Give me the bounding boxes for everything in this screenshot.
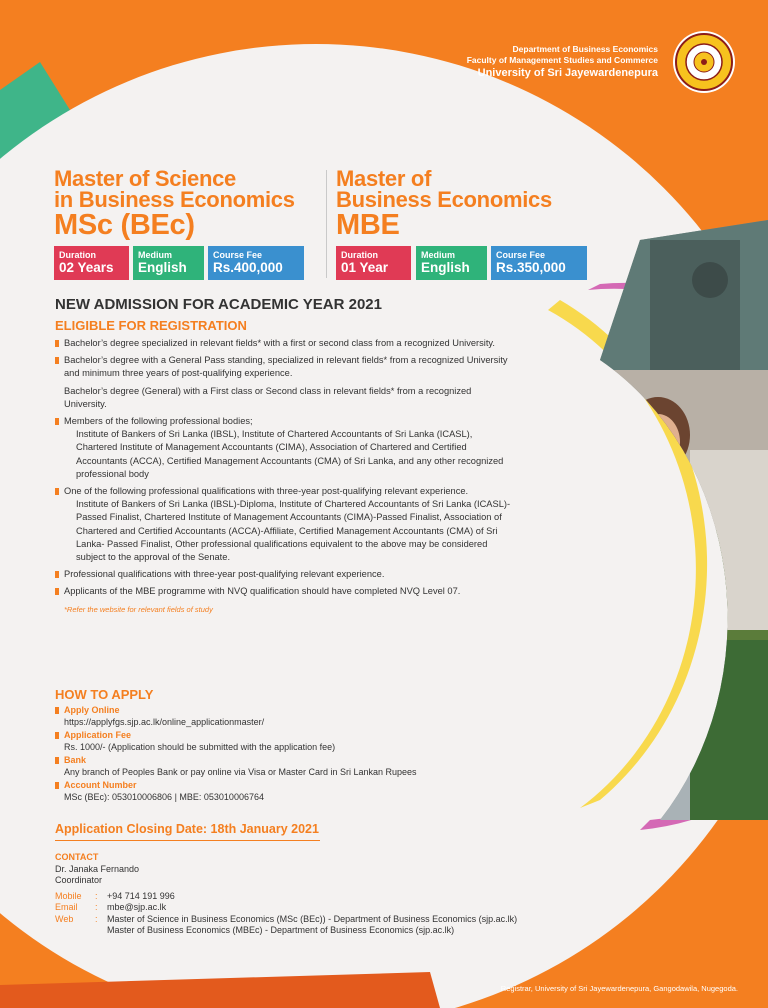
program-msc-short-name: MSc (BEc): [54, 209, 195, 241]
contact-web-row-2: [55, 925, 517, 937]
program-msc-title-line2: in Business Economics: [54, 187, 295, 212]
web-label: Web: [55, 913, 74, 924]
msc-fee-box: [208, 246, 304, 280]
eligibility-item: Bachelor’s degree specialized in relevant fields* with a first or second class from a recognized University.: [55, 337, 515, 350]
program-msc-title-line1: Master of Science: [54, 166, 236, 191]
msc-duration-box: [54, 246, 129, 280]
mbe-duration-label: Duration: [341, 250, 378, 260]
eligibility-note: *Refer the website for relevant fields of study: [64, 604, 213, 614]
mobile-value[interactable]: +94 714 191 996: [107, 890, 175, 901]
web-link-1[interactable]: Master of Science in Business Economics (MSc (BEc)) - Department of Business Economics (sjp.ac.lk): [107, 913, 518, 924]
bank-label: Bank: [55, 755, 515, 766]
msc-duration-value: 02 Years: [59, 260, 114, 275]
apply-online-link[interactable]: https://applyfgs.sjp.ac.lk/online_applicationmaster/: [64, 717, 265, 727]
apply-online-label: Apply Online: [55, 705, 515, 716]
eligibility-item: [55, 354, 515, 411]
program-mbe-title-line1: Master of: [336, 166, 432, 191]
contact-email-row: [55, 902, 517, 914]
msc-fee-value: Rs.400,000: [213, 260, 283, 275]
application-fee-label: Application Fee: [55, 730, 515, 741]
department-name: Department of Business Economics: [512, 44, 658, 54]
bank-value: Any branch of Peoples Bank or pay online via Visa or Master Card in Sri Lankan Rupees: [64, 767, 417, 777]
email-value[interactable]: mbe@sjp.ac.lk: [107, 902, 167, 912]
mbe-fee-label: Course Fee: [496, 250, 546, 260]
program-divider: [326, 170, 327, 278]
contact-section: [55, 852, 517, 937]
eligibility-item-text: Bachelor’s degree with a General Pass standing, specialized in relevant fields* from a recognized University and minimum three years of post-qualifying experience.: [64, 355, 508, 379]
account-number-label: Account Number: [55, 780, 515, 791]
contact-web-row: [55, 914, 517, 926]
mobile-label: Mobile: [55, 890, 82, 901]
eligibility-item: Professional qualifications with three-year post-qualifying relevant experience.: [55, 568, 515, 581]
contact-role: Coordinator: [55, 875, 103, 885]
how-to-apply-title: HOW TO APPLY: [55, 687, 154, 702]
contact-name: Dr. Janaka Fernando: [55, 863, 140, 874]
mbe-duration-value: 01 Year: [341, 260, 389, 275]
msc-medium-value: English: [138, 260, 187, 275]
eligibility-item: [55, 485, 515, 564]
header-text: [467, 44, 658, 80]
eligibility-item-text: One of the following professional qualifications with three-year post-qualifying relevant experience.: [64, 486, 469, 497]
eligibility-item-subtext: Institute of Bankers of Sri Lanka (IBSL)-Diploma, Institute of Chartered Accountants of Sri Lanka (ICASL)- Passed Finalist, Chartered Institute of Management Accountants (CIMA)-Passed Finalist, Association of Chartered and Certified Accountants (ACCA)-Affiliate, Certified Management Accountants (CMA) of Sri Lanka- Passed Finalist, Other professional qualifications equivalent to the above may be considered subject to the approval of the Senate.: [76, 499, 511, 563]
msc-medium-box: [133, 246, 204, 280]
msc-fee-label: Course Fee: [213, 250, 263, 260]
program-mbe-short-name: MBE: [336, 209, 400, 241]
eligibility-item: Applicants of the MBE programme with NVQ qualification should have completed NVQ Level 07.: [55, 585, 515, 598]
mbe-duration-box: [336, 246, 411, 280]
application-fee-value: Rs. 1000/- (Application should be submitted with the application fee): [64, 742, 336, 752]
university-name: University of Sri Jayewardenepura: [477, 67, 658, 79]
mobile-sep: :: [95, 890, 98, 901]
email-label: Email: [55, 902, 78, 912]
mbe-fee-value: Rs.350,000: [496, 260, 566, 275]
mbe-fee-box: [491, 246, 587, 280]
eligibility-section: [55, 337, 515, 616]
web-sep: :: [95, 913, 98, 924]
web-link-2[interactable]: Master of Business Economics (MBEc) - Department of Business Economics (sjp.ac.lk): [107, 925, 455, 935]
university-seal-logo: [672, 30, 736, 94]
faculty-name: Faculty of Management Studies and Commerce: [466, 55, 658, 65]
admission-title: NEW ADMISSION FOR ACADEMIC YEAR 2021: [55, 296, 382, 313]
account-number-value: MSc (BEc): 053010006806 | MBE: 053010006764: [64, 792, 264, 802]
eligibility-item-text: Members of the following professional bodies;: [64, 416, 253, 427]
contact-mobile-row: [55, 891, 517, 903]
mbe-medium-value: English: [421, 260, 470, 275]
eligibility-item-subtext: Institute of Bankers of Sri Lanka (IBSL), Institute of Chartered Accountants of Sri Lanka (ICASL), Chartered Institute of Management Accountants (CIMA), Association of Chartered and Certified Accountants (ACCA), Certified Management Accountants (CMA) of Sri Lanka, and any other recognized professional body: [76, 429, 504, 479]
email-sep: :: [95, 902, 98, 912]
how-to-apply-section: [55, 705, 515, 805]
mbe-medium-box: [416, 246, 487, 280]
closing-date: Application Closing Date: 18th January 2021: [55, 822, 319, 836]
program-msc-title: [54, 168, 295, 241]
students-photo-collage: [540, 220, 768, 820]
program-mbe-title: [336, 168, 552, 241]
eligible-title: ELIGIBLE FOR REGISTRATION: [55, 318, 247, 333]
eligibility-item: [55, 415, 515, 481]
closing-date-underline: [55, 840, 320, 841]
program-mbe-title-line2: Business Economics: [336, 187, 552, 212]
contact-title: CONTACT: [55, 852, 99, 862]
eligibility-item-subtext: Bachelor’s degree (General) with a First class or Second class in relevant fields* from a recognized University.: [64, 385, 472, 409]
footer-address: Registrar, University of Sri Jayewardenepura, Gangodawila, Nugegoda.: [500, 984, 738, 993]
mbe-medium-label: Medium: [421, 250, 456, 260]
msc-duration-label: Duration: [59, 250, 96, 260]
msc-medium-label: Medium: [138, 250, 173, 260]
